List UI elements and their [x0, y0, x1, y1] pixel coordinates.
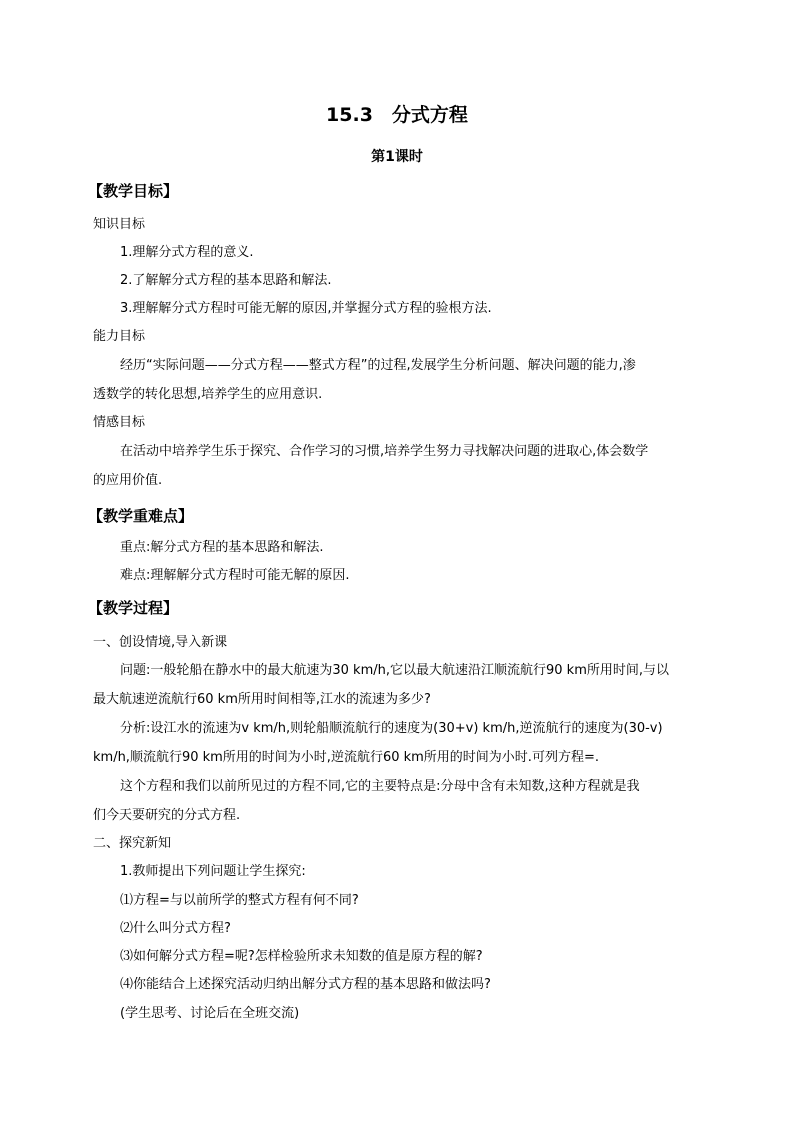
ability-label: 能力目标	[93, 329, 146, 344]
problem-text: 最大航速逆流航行60 km所用时间相等,江水的流速为多少?	[93, 692, 431, 707]
explore-intro: 1.教师提出下列问题让学生探究:	[120, 864, 306, 879]
part2-label: 二、探究新知	[93, 836, 172, 851]
question-item: ⑴方程=与以前所学的整式方程有何不同?	[120, 893, 359, 908]
goals-heading: 【教学目标】	[88, 182, 179, 200]
knowledge-item: 2.了解解分式方程的基本思路和解法.	[120, 273, 332, 288]
focus-text: 重点:解分式方程的基本思路和解法.	[120, 540, 324, 555]
emotion-text: 在活动中培养学生乐于探究、合作学习的习惯,培养学生努力寻找解决问题的进取心,体会数学	[120, 444, 649, 459]
page-title: 15.3 分式方程	[326, 104, 468, 126]
knowledge-label: 知识目标	[93, 217, 146, 232]
knowledge-item: 3.理解解分式方程时可能无解的原因,并掌握分式方程的验根方法.	[120, 301, 492, 316]
ability-text: 经历“实际问题——分式方程——整式方程”的过程,发展学生分析问题、解决问题的能力,渗	[120, 358, 636, 373]
part1-label: 一、创设情境,导入新课	[93, 635, 228, 650]
question-item: ⑶如何解分式方程=呢?怎样检验所求未知数的值是原方程的解?	[120, 949, 483, 964]
discussion-note: (学生思考、讨论后在全班交流)	[120, 1006, 300, 1021]
feature-text: 们今天要研究的分式方程.	[93, 808, 241, 823]
analysis-text: km/h,顺流航行90 km所用的时间为小时,逆流航行60 km所用的时间为小时.可列方程=.	[93, 750, 599, 765]
question-item: ⑷你能结合上述探究活动归纳出解分式方程的基本思路和做法吗?	[120, 977, 491, 992]
lesson-subtitle: 第1课时	[371, 149, 423, 165]
problem-text: 问题:一般轮船在静水中的最大航速为30 km/h,它以最大航速沿江顺流航行90 km所用时间,与以	[120, 663, 669, 678]
emotion-label: 情感目标	[93, 415, 146, 430]
process-heading: 【教学过程】	[88, 599, 179, 617]
ability-text: 透数学的转化思想,培养学生的应用意识.	[93, 387, 323, 402]
question-item: ⑵什么叫分式方程?	[120, 921, 231, 936]
key-points-heading: 【教学重难点】	[88, 507, 194, 525]
emotion-text: 的应用价值.	[93, 473, 163, 488]
analysis-text: 分析:设江水的流速为v km/h,则轮船顺流航行的速度为(30+v) km/h,逆流航行的速度为(30-v)	[120, 721, 663, 736]
difficulty-text: 难点:理解解分式方程时可能无解的原因.	[120, 568, 350, 583]
feature-text: 这个方程和我们以前所见过的方程不同,它的主要特点是:分母中含有未知数,这种方程就是我	[120, 779, 640, 794]
knowledge-item: 1.理解分式方程的意义.	[120, 245, 254, 260]
